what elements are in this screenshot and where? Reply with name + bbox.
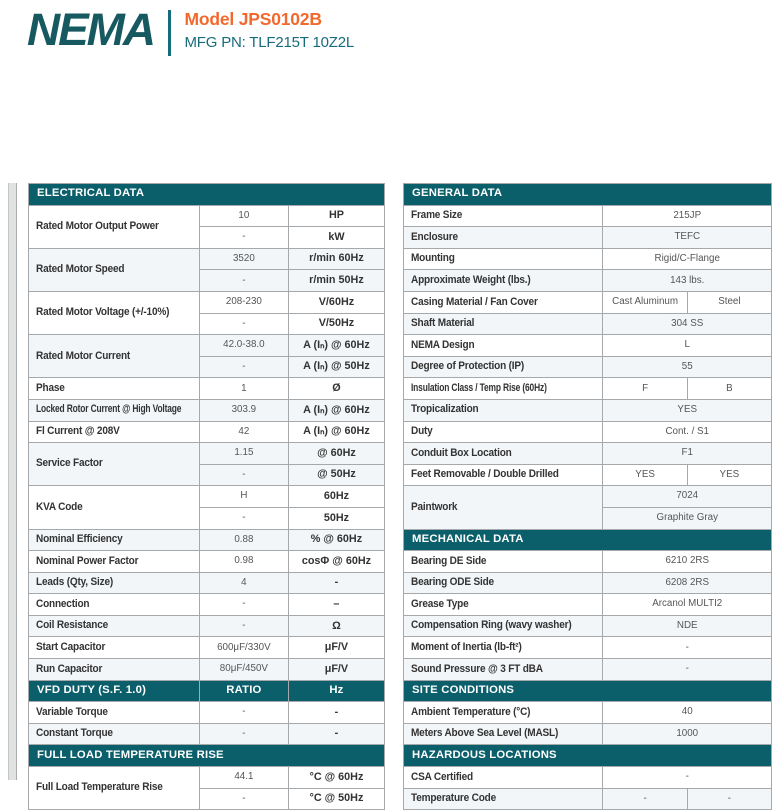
- table-row: [29, 184, 385, 206]
- table-row: [404, 637, 772, 659]
- table-row: [404, 313, 772, 335]
- row-value: -: [603, 767, 772, 789]
- row-label-text: Feet Removable / Double Drilled: [411, 468, 559, 481]
- row-value: Cont. / S1: [603, 421, 772, 443]
- row-label-text: Rated Motor Output Power: [36, 219, 159, 232]
- row-unit: @ 60Hz: [288, 443, 384, 465]
- row-label: [29, 702, 200, 724]
- row-value: -: [199, 788, 288, 810]
- row-label-text: NEMA Design: [411, 338, 475, 351]
- table-row: [404, 723, 772, 745]
- row-label-text: Meters Above Sea Level (MASL): [411, 727, 559, 740]
- row-label: [404, 659, 603, 681]
- table-row: [29, 680, 385, 702]
- row-label-text: Enclosure: [411, 230, 458, 243]
- section-header: MECHANICAL DATA: [404, 529, 772, 551]
- row-unit: A (Iₙ) @ 60Hz: [288, 335, 384, 357]
- row-unit: @ 50Hz: [288, 464, 384, 486]
- row-label: [29, 205, 200, 248]
- row-label: [404, 572, 603, 594]
- row-unit: V/50Hz: [288, 313, 384, 335]
- row-value: 1.15: [199, 443, 288, 465]
- row-value: YES: [603, 399, 772, 421]
- row-value: -: [199, 615, 288, 637]
- row-unit: V/60Hz: [288, 291, 384, 313]
- row-label: [404, 702, 603, 724]
- row-label-text: Shaft Material: [411, 317, 475, 330]
- table-row: [29, 745, 385, 767]
- row-value: 215JP: [603, 205, 772, 227]
- table-row: [404, 205, 772, 227]
- row-value: 600μF/330V: [199, 637, 288, 659]
- row-value: 303.9: [199, 399, 288, 421]
- row-value: YES: [603, 464, 687, 486]
- table-row: [29, 421, 385, 443]
- table-row: [404, 227, 772, 249]
- row-label-text: Insulation Class / Temp Rise (60Hz): [411, 381, 547, 394]
- row-value: 40: [603, 702, 772, 724]
- row-label-text: Frame Size: [411, 209, 463, 222]
- row-unit: % @ 60Hz: [288, 529, 384, 551]
- model-title: Model JPS0102B: [184, 9, 322, 29]
- row-value: NDE: [603, 615, 772, 637]
- row-label: [404, 421, 603, 443]
- row-unit: HP: [288, 205, 384, 227]
- row-value: 143 lbs.: [603, 270, 772, 292]
- general-data-table: [403, 183, 772, 810]
- row-label: [29, 767, 200, 810]
- row-label: [29, 486, 200, 529]
- row-label-text: Approximate Weight (lbs.): [411, 273, 531, 286]
- row-value: -: [603, 659, 772, 681]
- row-label-text: Ambient Temperature (°C): [411, 705, 531, 718]
- table-row: [404, 270, 772, 292]
- row-label-text: Duty: [411, 425, 433, 438]
- row-value: 304 SS: [603, 313, 772, 335]
- row-label: [404, 270, 603, 292]
- title-block: [185, 9, 354, 51]
- page-edge-bar: [8, 183, 17, 780]
- row-label: [404, 767, 603, 789]
- row-label: [404, 464, 603, 486]
- row-label: [29, 572, 200, 594]
- row-label-text: Constant Torque: [36, 727, 113, 740]
- row-label-text: Connection: [36, 597, 90, 610]
- nema-logo: NEMA: [27, 4, 154, 55]
- table-row: [29, 248, 385, 270]
- row-unit: A (Iₙ) @ 60Hz: [288, 421, 384, 443]
- brand-divider: [168, 10, 171, 56]
- row-unit: -: [288, 572, 384, 594]
- row-label-text: Nominal Power Factor: [36, 554, 139, 567]
- section-col-header: RATIO: [199, 680, 288, 702]
- row-value: 80μF/450V: [199, 659, 288, 681]
- row-unit: r/min 50Hz: [288, 270, 384, 292]
- row-label-text: Degree of Protection (IP): [411, 360, 525, 373]
- table-row: [404, 291, 772, 313]
- row-value: -: [199, 702, 288, 724]
- row-value: 0.88: [199, 529, 288, 551]
- brand-header: [27, 4, 354, 56]
- table-row: [29, 594, 385, 616]
- row-label-text: Locked Rotor Current @ High Voltage: [36, 403, 182, 416]
- row-value: 208-230: [199, 291, 288, 313]
- row-label: [404, 637, 603, 659]
- row-unit: –: [288, 594, 384, 616]
- row-label-text: Rated Motor Current: [36, 349, 131, 362]
- row-value: -: [687, 788, 771, 810]
- row-label: [29, 335, 200, 378]
- row-unit: kW: [288, 227, 384, 249]
- row-label-text: Paintwork: [411, 500, 458, 513]
- row-label: [404, 356, 603, 378]
- row-label-text: Moment of Inertia (lb-ft²): [411, 641, 522, 654]
- row-label-text: Casing Material / Fan Cover: [411, 295, 538, 308]
- row-label: [404, 594, 603, 616]
- row-label-text: Variable Torque: [36, 705, 108, 718]
- row-value: -: [199, 313, 288, 335]
- row-value: -: [199, 723, 288, 745]
- row-value: L: [603, 335, 772, 357]
- row-unit: Ø: [288, 378, 384, 400]
- row-value: 55: [603, 356, 772, 378]
- row-value: F1: [603, 443, 772, 465]
- table-row: [29, 291, 385, 313]
- row-label-text: CSA Certified: [411, 770, 473, 783]
- row-label-text: Bearing ODE Side: [411, 576, 494, 589]
- table-row: [29, 486, 385, 508]
- row-label-text: KVA Code: [36, 500, 83, 513]
- row-label-text: Temperature Code: [411, 792, 497, 805]
- row-label: [29, 529, 200, 551]
- row-label-text: Tropicalization: [411, 403, 479, 416]
- row-value: Graphite Gray: [603, 507, 772, 529]
- row-value: -: [199, 594, 288, 616]
- row-label: [29, 637, 200, 659]
- row-unit: °C @ 60Hz: [288, 767, 384, 789]
- row-value: -: [199, 227, 288, 249]
- row-value: Steel: [687, 291, 771, 313]
- row-label: [404, 335, 603, 357]
- row-value: -: [603, 637, 772, 659]
- row-unit: r/min 60Hz: [288, 248, 384, 270]
- electrical-data-table: [28, 183, 385, 810]
- row-label: [404, 399, 603, 421]
- row-label: [404, 486, 603, 529]
- row-value: TEFC: [603, 227, 772, 249]
- table-row: [404, 356, 772, 378]
- table-row: [404, 594, 772, 616]
- row-label: [29, 421, 200, 443]
- row-value: Rigid/C-Flange: [603, 248, 772, 270]
- table-row: [404, 378, 772, 400]
- row-value: 6210 2RS: [603, 551, 772, 573]
- section-header: VFD DUTY (S.F. 1.0): [29, 680, 200, 702]
- row-label-text: Nominal Efficiency: [36, 533, 123, 546]
- table-row: [404, 680, 772, 702]
- row-label: [29, 551, 200, 573]
- section-header: SITE CONDITIONS: [404, 680, 772, 702]
- table-row: [404, 464, 772, 486]
- table-row: [404, 184, 772, 206]
- row-value: H: [199, 486, 288, 508]
- table-row: [29, 443, 385, 465]
- row-label: [404, 291, 603, 313]
- row-label: [29, 291, 200, 334]
- row-label-text: Conduit Box Location: [411, 446, 512, 459]
- table-row: [29, 702, 385, 724]
- table-row: [29, 399, 385, 421]
- row-label: [404, 378, 603, 400]
- table-row: [29, 572, 385, 594]
- row-value: B: [687, 378, 771, 400]
- row-unit: A (Iₙ) @ 60Hz: [288, 399, 384, 421]
- row-value: 3520: [199, 248, 288, 270]
- table-row: [29, 659, 385, 681]
- row-label-text: Rated Motor Speed: [36, 263, 125, 276]
- row-value: 1: [199, 378, 288, 400]
- table-row: [29, 529, 385, 551]
- table-row: [29, 378, 385, 400]
- row-label: [404, 615, 603, 637]
- row-unit: -: [288, 723, 384, 745]
- table-row: [404, 335, 772, 357]
- table-row: [404, 745, 772, 767]
- row-unit: -: [288, 702, 384, 724]
- row-label-text: Rated Motor Voltage (+/-10%): [36, 306, 170, 319]
- row-value: -: [199, 507, 288, 529]
- row-value: 10: [199, 205, 288, 227]
- row-unit: A (Iₙ) @ 50Hz: [288, 356, 384, 378]
- row-label: [29, 594, 200, 616]
- row-label: [404, 788, 603, 810]
- row-label-text: Phase: [36, 381, 65, 394]
- row-value: 4: [199, 572, 288, 594]
- table-row: [404, 399, 772, 421]
- row-label: [29, 399, 200, 421]
- mfg-part-number: MFG PN: TLF215T 10Z2L: [184, 34, 354, 51]
- table-row: [29, 637, 385, 659]
- row-unit: Ω: [288, 615, 384, 637]
- row-label-text: Compensation Ring (wavy washer): [411, 619, 572, 632]
- table-row: [404, 443, 772, 465]
- row-label: [29, 723, 200, 745]
- row-label-text: Mounting: [411, 252, 455, 265]
- table-row: [404, 767, 772, 789]
- section-header: FULL LOAD TEMPERATURE RISE: [29, 745, 385, 767]
- section-header: GENERAL DATA: [404, 184, 772, 206]
- row-label: [29, 659, 200, 681]
- row-label: [404, 551, 603, 573]
- row-unit: μF/V: [288, 637, 384, 659]
- row-label-text: Coil Resistance: [36, 619, 109, 632]
- row-value: Cast Aluminum: [603, 291, 687, 313]
- row-unit: 60Hz: [288, 486, 384, 508]
- row-label: [29, 248, 200, 291]
- row-label-text: Grease Type: [411, 597, 469, 610]
- row-label: [29, 443, 200, 486]
- row-label: [404, 205, 603, 227]
- row-value: Arcanol MULTI2: [603, 594, 772, 616]
- row-label-text: Start Capacitor: [36, 641, 106, 654]
- section-col-header: Hz: [288, 680, 384, 702]
- row-value: -: [199, 356, 288, 378]
- table-row: [404, 572, 772, 594]
- row-value: 7024: [603, 486, 772, 508]
- row-label-text: Bearing DE Side: [411, 554, 487, 567]
- row-value: -: [199, 270, 288, 292]
- table-row: [29, 615, 385, 637]
- row-label: [29, 615, 200, 637]
- row-label-text: Full Load Temperature Rise: [36, 781, 163, 794]
- row-value: 42.0-38.0: [199, 335, 288, 357]
- table-row: [404, 421, 772, 443]
- table-row: [29, 767, 385, 789]
- table-row: [29, 205, 385, 227]
- row-label: [404, 227, 603, 249]
- table-row: [29, 335, 385, 357]
- row-value: 44.1: [199, 767, 288, 789]
- table-row: [404, 615, 772, 637]
- row-unit: cosΦ @ 60Hz: [288, 551, 384, 573]
- row-label: [404, 723, 603, 745]
- table-row: [29, 551, 385, 573]
- table-row: [404, 248, 772, 270]
- row-value: F: [603, 378, 687, 400]
- row-value: 6208 2RS: [603, 572, 772, 594]
- row-unit: 50Hz: [288, 507, 384, 529]
- table-row: [404, 529, 772, 551]
- row-value: 42: [199, 421, 288, 443]
- row-unit: °C @ 50Hz: [288, 788, 384, 810]
- row-value: -: [199, 464, 288, 486]
- table-row: [404, 551, 772, 573]
- table-row: [404, 486, 772, 508]
- row-value: 1000: [603, 723, 772, 745]
- section-header: ELECTRICAL DATA: [29, 184, 385, 206]
- table-row: [29, 723, 385, 745]
- row-label-text: Leads (Qty, Size): [36, 576, 114, 589]
- row-value: YES: [687, 464, 771, 486]
- row-value: 0.98: [199, 551, 288, 573]
- row-label: [404, 313, 603, 335]
- row-label-text: Service Factor: [36, 457, 103, 470]
- row-label: [404, 443, 603, 465]
- table-row: [404, 788, 772, 810]
- row-unit: μF/V: [288, 659, 384, 681]
- row-label-text: Fl Current @ 208V: [36, 425, 120, 438]
- section-header: HAZARDOUS LOCATIONS: [404, 745, 772, 767]
- row-label-text: Run Capacitor: [36, 662, 103, 675]
- row-label: [29, 378, 200, 400]
- row-label-text: Sound Pressure @ 3 FT dBA: [411, 662, 543, 675]
- row-label: [404, 248, 603, 270]
- table-row: [404, 659, 772, 681]
- table-row: [404, 702, 772, 724]
- row-value: -: [603, 788, 687, 810]
